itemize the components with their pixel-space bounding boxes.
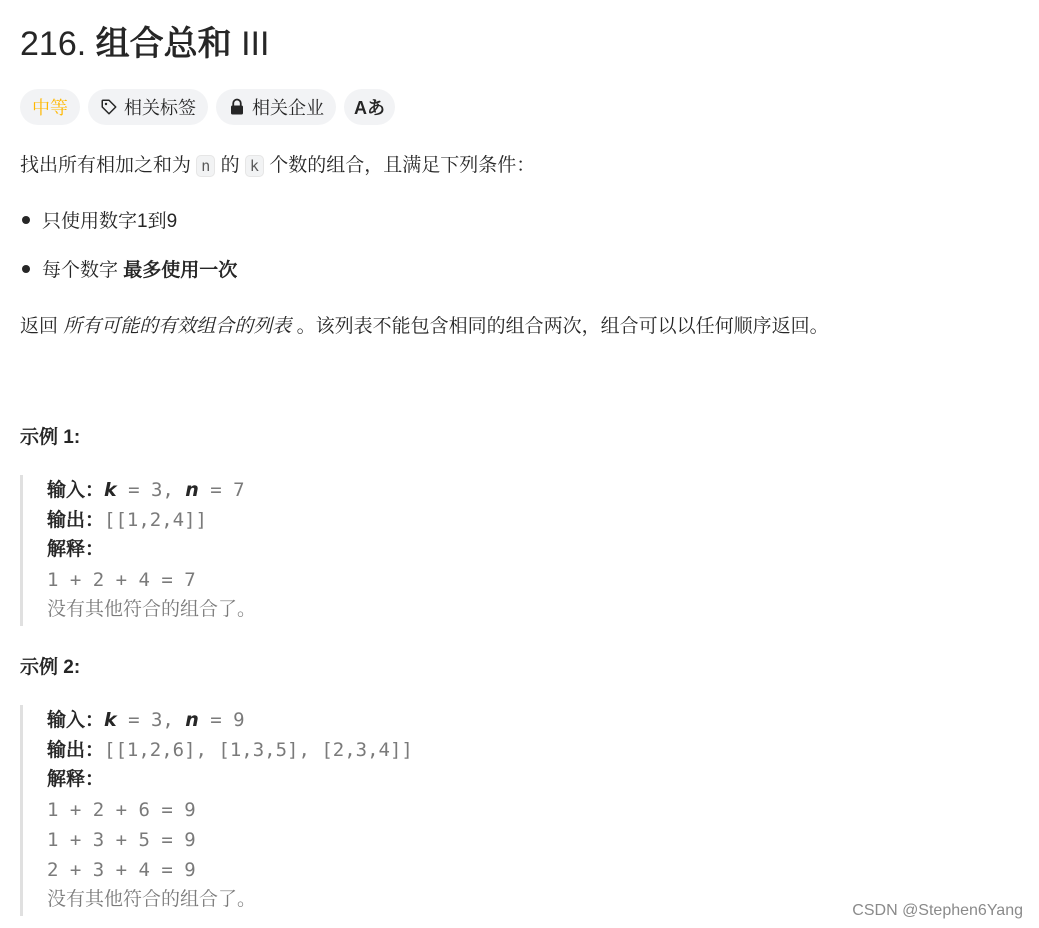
example-1-output bbox=[47, 505, 256, 535]
output-value: [[1,2,6], [1,3,5], [2,3,4]] bbox=[104, 739, 413, 761]
condition-text-2: 每个数字 bbox=[42, 260, 119, 281]
lock-icon bbox=[228, 98, 246, 116]
intro-text-c: 个数的组合，且满足下列条件： bbox=[269, 155, 536, 176]
related-companies-label: 相关企业 bbox=[252, 98, 324, 118]
example-1-note: 没有其他符合的组合了。 bbox=[47, 599, 257, 620]
condition-item-1 bbox=[20, 208, 177, 236]
tag-bar bbox=[20, 89, 395, 125]
k-value: = 3, bbox=[116, 479, 186, 501]
return-text-a: 返回 bbox=[20, 316, 59, 337]
translate-icon: Aあ bbox=[354, 98, 385, 118]
example-2-note: 没有其他符合的组合了。 bbox=[47, 889, 257, 910]
condition-text-2-bold: 最多使用一次 bbox=[123, 260, 238, 281]
condition-text-1: 只使用数字1到9 bbox=[42, 211, 178, 232]
related-tags-button[interactable] bbox=[88, 89, 208, 125]
example-2-explain-line-1: 1 + 2 + 6 = 9 bbox=[47, 799, 196, 821]
example-1-block bbox=[20, 475, 256, 626]
return-text-b: 。该列表不能包含相同的组合两次，组合可以以任何顺序返回。 bbox=[296, 316, 829, 337]
problem-title bbox=[20, 22, 269, 66]
description-return bbox=[20, 313, 829, 341]
example-2-title: 示例 2: bbox=[20, 657, 81, 678]
explain-label: 解释： bbox=[47, 539, 105, 560]
example-2-explain-line-2: 1 + 3 + 5 = 9 bbox=[47, 829, 196, 851]
n-value: = 7 bbox=[198, 479, 245, 501]
example-2-input bbox=[47, 705, 413, 735]
example-1-explain-line: 1 + 2 + 4 = 7 bbox=[47, 569, 196, 591]
example-1-input bbox=[47, 475, 256, 505]
output-label: 输出： bbox=[47, 510, 105, 531]
bullet-icon bbox=[22, 216, 30, 224]
input-label: 输入： bbox=[47, 710, 105, 731]
problem-number: 216. bbox=[20, 25, 87, 63]
input-label: 输入： bbox=[47, 480, 105, 501]
example-2-block bbox=[20, 705, 413, 916]
output-label: 输出： bbox=[47, 740, 105, 761]
var-k: k bbox=[104, 479, 117, 501]
explain-label: 解释： bbox=[47, 769, 105, 790]
n-value: = 9 bbox=[198, 709, 245, 731]
related-companies-button[interactable] bbox=[216, 89, 336, 125]
example-2-output bbox=[47, 735, 413, 765]
intro-text-a: 找出所有相加之和为 bbox=[20, 155, 192, 176]
description-intro bbox=[20, 152, 535, 180]
output-value: [[1,2,4]] bbox=[104, 509, 207, 531]
tag-icon bbox=[100, 98, 118, 116]
difficulty-label: 中等 bbox=[32, 98, 68, 118]
watermark: CSDN @Stephen6Yang bbox=[852, 902, 1023, 919]
problem-title-main: 组合总和 bbox=[95, 25, 232, 63]
var-k: k bbox=[104, 709, 117, 731]
inline-code-k: k bbox=[245, 155, 264, 177]
translate-button[interactable] bbox=[344, 89, 395, 125]
example-1-explain-label bbox=[47, 535, 256, 565]
var-n: n bbox=[185, 479, 199, 501]
related-tags-label: 相关标签 bbox=[124, 98, 196, 118]
example-1-title: 示例 1: bbox=[20, 427, 81, 448]
return-text-italic: 所有可能的有效组合的列表 bbox=[63, 316, 292, 337]
problem-title-suffix: III bbox=[241, 25, 270, 63]
inline-code-n: n bbox=[196, 155, 215, 177]
example-2-explain-line-3: 2 + 3 + 4 = 9 bbox=[47, 859, 196, 881]
example-2-explain-label bbox=[47, 765, 413, 795]
bullet-icon bbox=[22, 265, 30, 273]
var-n: n bbox=[185, 709, 199, 731]
condition-item-2 bbox=[20, 257, 237, 285]
k-value: = 3, bbox=[116, 709, 186, 731]
intro-text-b: 的 bbox=[220, 155, 240, 176]
difficulty-badge bbox=[20, 89, 80, 125]
